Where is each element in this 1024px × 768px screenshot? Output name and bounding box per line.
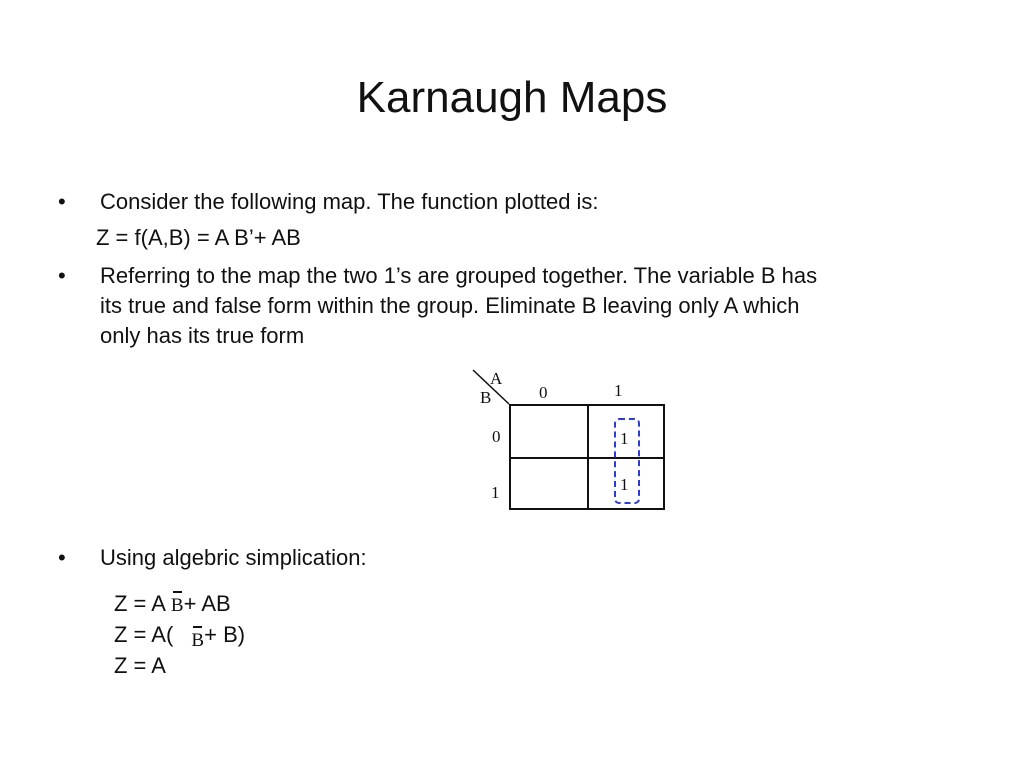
b-complement: B [191,625,204,657]
kmap-grid [509,404,665,510]
cell-a1-b1: 1 [620,475,629,494]
bullet-dot: • [58,189,66,214]
column-variable-label: A [490,369,503,388]
bullet-consider-text: Consider the following map. The function plotted is: [100,189,599,214]
bullet-referring-line-2: its true and false form within the group. Eliminate B leaving only A which [100,293,800,318]
eq2-plus: + [204,622,217,647]
karnaugh-map [470,364,690,524]
equation-line-1 [114,588,231,622]
row-header-1: 1 [491,483,500,502]
cell-a1-b0: 1 [620,429,629,448]
eq2-right: B) [223,622,246,647]
row-header-0: 0 [492,427,501,446]
eq1-left: Z = A [114,591,165,616]
b-complement: B [171,590,184,622]
bullet-algebra-text: Using algebric simplication: [100,545,367,570]
function-formula: Z = f(A,B) = A B’+ AB [96,225,301,250]
eq2-left: Z = A( [114,622,174,647]
bullet-dot: • [58,545,66,570]
slide-title: Karnaugh Maps [356,73,668,122]
bullet-referring-line-1: Referring to the map the two 1’s are grouped together. The variable B has [100,263,818,288]
grid-divider-horizontal [511,457,663,459]
column-header-1: 1 [614,381,623,400]
eq1-right: + AB [183,591,231,616]
equation-line-3: Z = A [114,653,166,678]
row-variable-label: B [480,388,492,407]
bullet-referring-line-3: only has its true form [100,323,305,348]
bullet-dot: • [58,263,66,288]
column-header-0: 0 [539,383,548,402]
equation-line-2 [114,619,245,653]
